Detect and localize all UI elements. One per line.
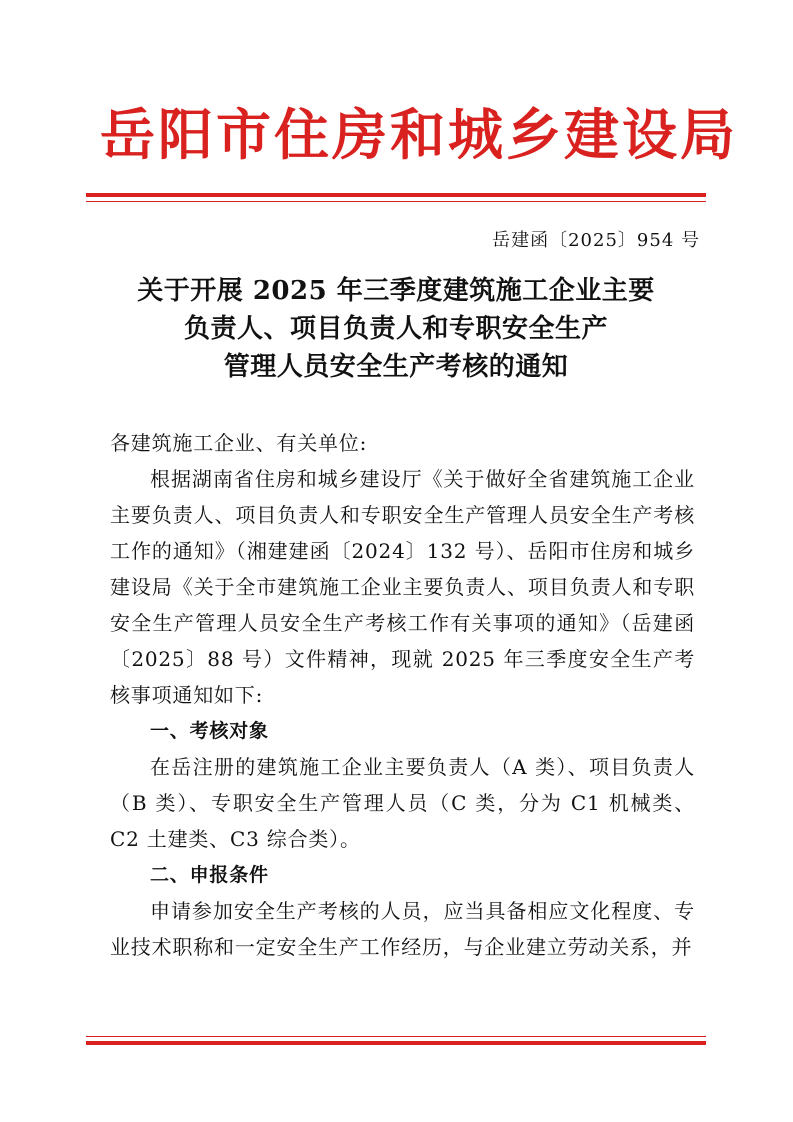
document-title-line: 负责人、项目负责人和专职安全生产 xyxy=(183,314,608,344)
document-body xyxy=(110,425,695,965)
section-paragraph: 申请参加安全生产考核的人员，应当具备相应文化程度、专业技术职称和一定安全生产工作经历，与企业建立劳动关系，并 xyxy=(110,899,695,959)
footer-red-rule-thick xyxy=(86,1041,706,1045)
salutation: 各建筑施工企业、有关单位: xyxy=(110,431,368,455)
section-heading: 一、考核对象 xyxy=(150,720,269,742)
document-number: 岳建函〔2025〕954 号 xyxy=(492,230,700,251)
footer-red-rule-thin xyxy=(86,1036,706,1037)
header-red-rule-thick xyxy=(86,193,706,197)
document-title xyxy=(86,272,706,386)
agency-header-title: 岳阳市住房和城乡建设局 xyxy=(100,103,739,167)
header-red-rule-thin xyxy=(86,201,706,202)
document-title-line: 关于开展 2025 年三季度建筑施工企业主要 xyxy=(137,276,655,306)
section-heading: 二、申报条件 xyxy=(150,864,269,886)
document-title-line: 管理人员安全生产考核的通知 xyxy=(223,352,569,382)
section-paragraph: 在岳注册的建筑施工企业主要负责人（A 类）、项目负责人（B 类）、专职安全生产管理人员（C 类，分为 C1 机械类、C2 土建类、C3 综合类）。 xyxy=(110,755,695,851)
intro-paragraph: 根据湖南省住房和城乡建设厅《关于做好全省建筑施工企业主要负责人、项目负责人和专职安全生产管理人员安全生产考核工作的通知》（湘建建函〔2024〕132 号）、岳阳市住房和城乡建设局《关于全市建筑施工企业主要负责人、项目负责人和专职安全生产管理人员安全生产考核工作有关事项的通知》（岳建函〔2025〕88 号）文件精神，现就 2025 年三季度安全生产考核事项通知如下: xyxy=(110,467,695,707)
